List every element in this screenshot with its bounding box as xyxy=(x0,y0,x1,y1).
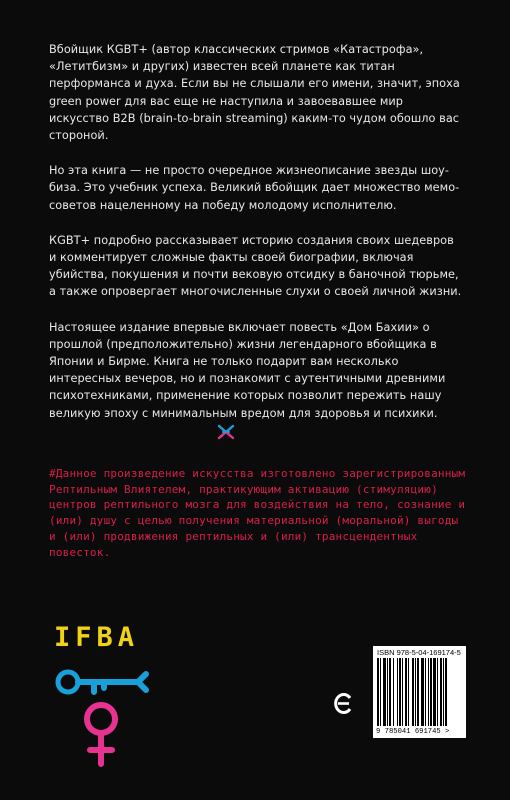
reptile-notice: #Данное произведение искусства изготовлено зарегистрированным Рептильным Влиятелем, практикующим активацию (стимуляцию) центров рептильного мозга для воздействия на тело, сознание и (или) душу с целью получения материальной (моральной) выгоды и (или) продвижения рептильных и (или) трансцендентных повесток. xyxy=(49,467,466,559)
paragraph-1: Вбойщик КGBT+ (автор классических стримов «Катастрофа», «Летитбизм» и других) известен всей планете как титан перформанса и духа. Если вы не слышали его имени, значит, эпоха green power для вас еще не наступила и завоевавшее мир искусство B2B (brain-to-brain streaming) каким-то чудом обошло вас стороной. xyxy=(49,43,460,143)
description-text xyxy=(49,41,463,440)
paragraph-2: Но эта книга — не просто очередное жизнеописание звезды шоу-биза. Это учебник успеха. Великий вбойщик дает множество мемо-советов нацеленному на победу молодому исполнителю. xyxy=(49,164,460,212)
barcode-digits: 9 785041 691745 > xyxy=(376,728,450,736)
barcode-bars xyxy=(377,658,462,726)
ornament-icon xyxy=(215,421,237,443)
ifba-logo xyxy=(46,622,158,772)
paragraph-3: КGBT+ подробно рассказывает историю создания своих шедевров и комментирует сложные факты своей биографии, включая убийства, покушения и почти вековую отсидку в баночной тюрьме, а также опровергает многочисленные слухи о своей личной жизни. xyxy=(49,233,462,299)
isbn-label: ISBN 978-5-04-169174-5 xyxy=(377,648,461,657)
barcode xyxy=(373,646,466,738)
gender-key-icon xyxy=(46,622,158,772)
logo-text: IFBA xyxy=(54,622,140,653)
paragraph-4: Настоящее издание впервые включает повесть «Дом Бахии» о прошлой (предположительно) жизни легендарного вбойщика в Японии и Бирме. Книга не только подарит вам несколько интересных вечеров, но и познакомит с аутентичными древними психотехниками, применение которых позволит пережить нашу великую эпоху с минимальным вредом для здоровья и психики. xyxy=(49,320,446,420)
publisher-logo-icon xyxy=(333,690,355,716)
